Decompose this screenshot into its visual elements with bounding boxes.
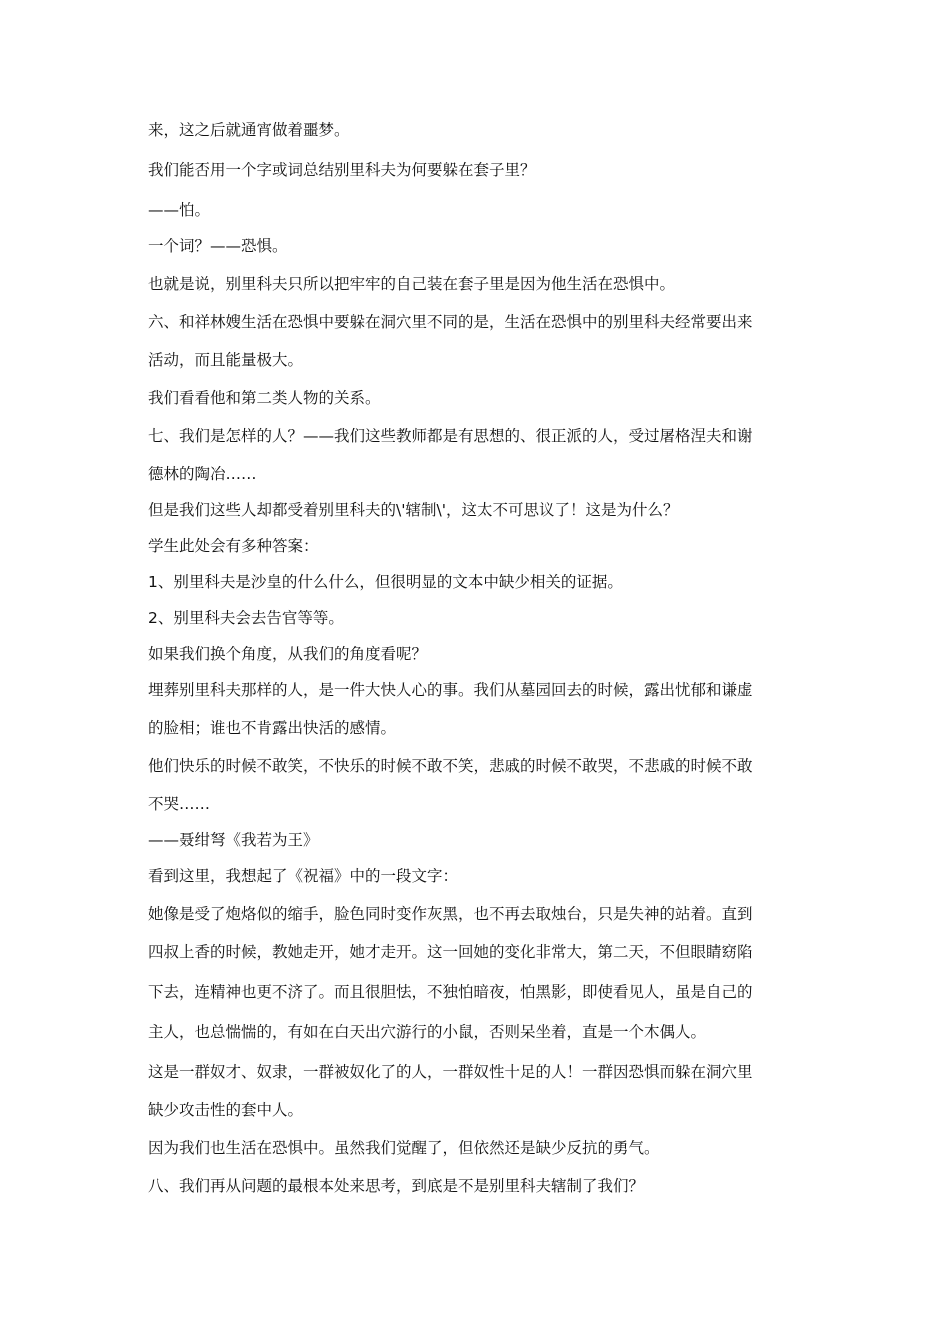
text-line: 学生此处会有多种答案： (148, 537, 319, 555)
text-line: 看到这里，我想起了《祝福》中的一段文字： (148, 867, 459, 885)
text-line: 六、和祥林嫂生活在恐惧中要躲在洞穴里不同的是，生活在恐惧中的别里科夫经常要出来 (148, 313, 753, 331)
text-line: 下去，连精神也更不济了。而且很胆怯，不独怕暗夜，怕黑影，即使看见人，虽是自己的 (148, 983, 753, 1001)
text-line: 我们能否用一个字或词总结别里科夫为何要躲在套子里？ (148, 161, 536, 179)
text-line: 主人，也总惴惴的，有如在白天出穴游行的小鼠，否则呆坐着，直是一个木偶人。 (148, 1023, 707, 1041)
text-line: 她像是受了炮烙似的缩手，脸色同时变作灰黑，也不再去取烛台，只是失神的站着。直到 (148, 905, 753, 923)
text-line: 一个词？——恐惧。 (148, 237, 288, 255)
text-line: 八、我们再从问题的最根本处来思考，到底是不是别里科夫辖制了我们？ (148, 1177, 645, 1195)
text-line: 不哭…… (148, 795, 211, 813)
text-line: 德林的陶冶…… (148, 465, 257, 483)
text-line: 他们快乐的时候不敢笑，不快乐的时候不敢不笑，悲戚的时候不敢哭，不悲戚的时候不敢 (148, 757, 753, 775)
text-line: 也就是说，别里科夫只所以把牢牢的自己装在套子里是因为他生活在恐惧中。 (148, 275, 676, 293)
text-line: 来，这之后就通宵做着噩梦。 (148, 121, 350, 139)
text-line: ——怕。 (148, 201, 211, 219)
text-line: 缺少攻击性的套中人。 (148, 1101, 304, 1119)
text-line: 的脸相；谁也不肯露出快活的感情。 (148, 719, 397, 737)
text-line: 2、别里科夫会去告官等等。 (148, 609, 344, 627)
text-line: 活动，而且能量极大。 (148, 351, 304, 369)
text-line: 如果我们换个角度，从我们的角度看呢？ (148, 645, 428, 663)
text-line: 埋葬别里科夫那样的人，是一件大快人心的事。我们从墓园回去的时候，露出忧郁和谦虚 (148, 681, 753, 699)
text-line: 我们看看他和第二类人物的关系。 (148, 389, 381, 407)
text-line: 四叔上香的时候，教她走开，她才走开。这一回她的变化非常大，第二天，不但眼睛窈陷 (148, 943, 753, 961)
text-line: 因为我们也生活在恐惧中。虽然我们觉醒了，但依然还是缺少反抗的勇气。 (148, 1139, 660, 1157)
text-line: 这是一群奴才、奴隶，一群被奴化了的人，一群奴性十足的人！一群因恐惧而躲在洞穴里 (148, 1063, 753, 1081)
text-line: ——聂绀弩《我若为王》 (148, 831, 319, 849)
text-line: 七、我们是怎样的人？——我们这些教师都是有思想的、很正派的人，受过屠格涅夫和谢 (148, 427, 753, 445)
text-line: 1、别里科夫是沙皇的什么什么，但很明显的文本中缺少相关的证据。 (148, 573, 623, 591)
text-line: 但是我们这些人却都受着别里科夫的\'辖制\'，这太不可思议了！这是为什么？ (148, 501, 679, 519)
